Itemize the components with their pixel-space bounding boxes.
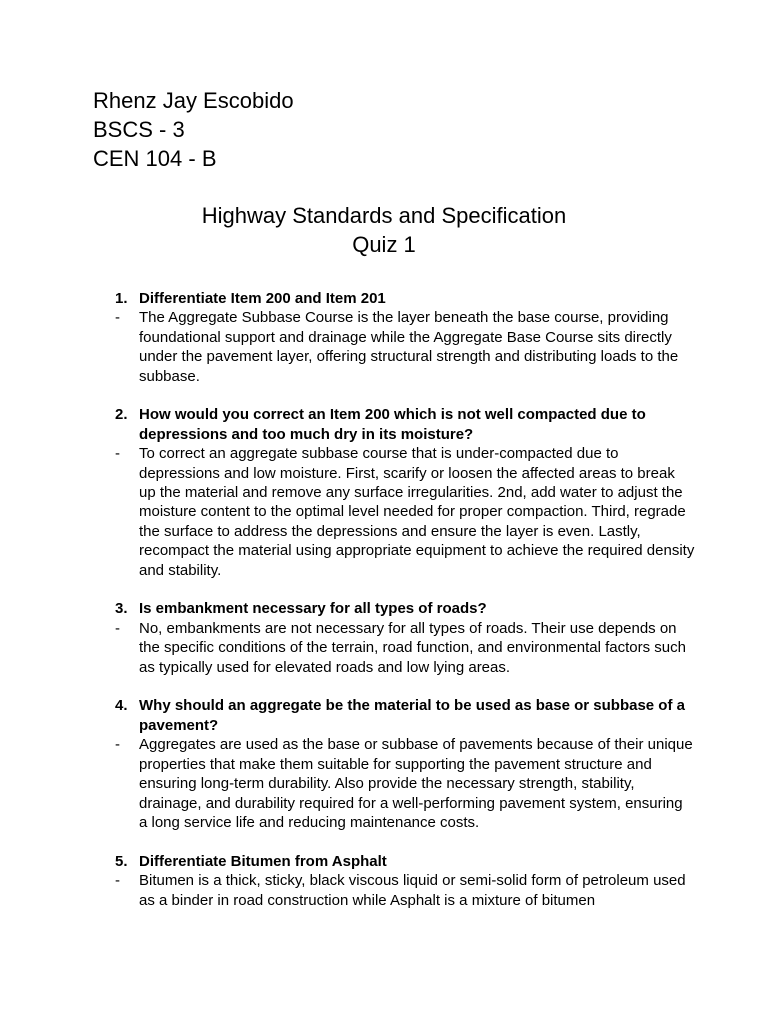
student-course: CEN 104 - B: [93, 146, 217, 171]
answer-bullet: -: [115, 445, 120, 463]
answer-text: The Aggregate Subbase Course is the layer beneath the base course, providing foundational support and drainage while the Aggregate Base Course sits directly under the pavement layer, offering structural strength and distributing loads to the subbase.: [139, 309, 679, 385]
document-title: [0, 201, 768, 259]
answer-text: No, embankments are not necessary for all types of roads. Their use depends on the specific conditions of the terrain, road function, and environmental factors such as typically used for elevated roads and low lying areas.: [139, 619, 686, 676]
question-item: [115, 696, 695, 832]
question-text: How would you correct an Item 200 which is not well compacted due to depressions and too much dry in its moisture?: [139, 406, 646, 443]
question-text: Differentiate Bitumen from Asphalt: [139, 852, 387, 870]
question-item: [115, 599, 695, 677]
answer-text: To correct an aggregate subbase course that is under-compacted due to depressions and low moisture. First, scarify or loosen the affected areas to break up the material and remove any surface irregularities. 2nd, add water to adjust the moisture content to the optimal level needed for proper compaction. Third, regrade the surface to address the depressions and ensure the layer is even. Lastly, recompact the material using appropriate equipment to achieve the required density and stability.: [139, 445, 695, 579]
question-number: 5.: [115, 852, 128, 870]
student-program: BSCS - 3: [93, 117, 185, 142]
answer-text: Aggregates are used as the base or subbase of pavements because of their unique properties that make them suitable for supporting the pavement structure and ensuring long-term durability. Also provide the necessary strength, stability, drainage, and durability required for a well-performing pavement system, ensuring a long service life and reducing maintenance costs.: [139, 736, 693, 831]
answer-bullet: -: [115, 872, 120, 890]
answer-bullet: -: [115, 309, 120, 327]
answer-text: Bitumen is a thick, sticky, black viscous liquid or semi-solid form of petroleum used as a binder in road construction while Asphalt is a mixture of bitumen: [139, 872, 686, 909]
question-number: 1.: [115, 290, 128, 307]
question-item: [115, 405, 695, 580]
question-number: 2.: [115, 406, 128, 424]
question-number: 4.: [115, 697, 128, 715]
answer-bullet: -: [115, 736, 120, 754]
question-item: [115, 289, 695, 386]
answer-bullet: -: [115, 619, 120, 637]
question-text: Why should an aggregate be the material to be used as base or subbase of a pavement?: [139, 697, 685, 734]
student-name: Rhenz Jay Escobido: [93, 88, 294, 113]
question-item: [115, 852, 695, 910]
title-line-1: Highway Standards and Specification: [201, 203, 567, 228]
question-list: [115, 289, 695, 929]
question-number: 3.: [115, 600, 128, 618]
title-line-2: Quiz 1: [352, 232, 416, 257]
student-header: [93, 86, 294, 173]
question-text: Differentiate Item 200 and Item 201: [139, 290, 386, 307]
question-text: Is embankment necessary for all types of roads?: [139, 600, 487, 618]
